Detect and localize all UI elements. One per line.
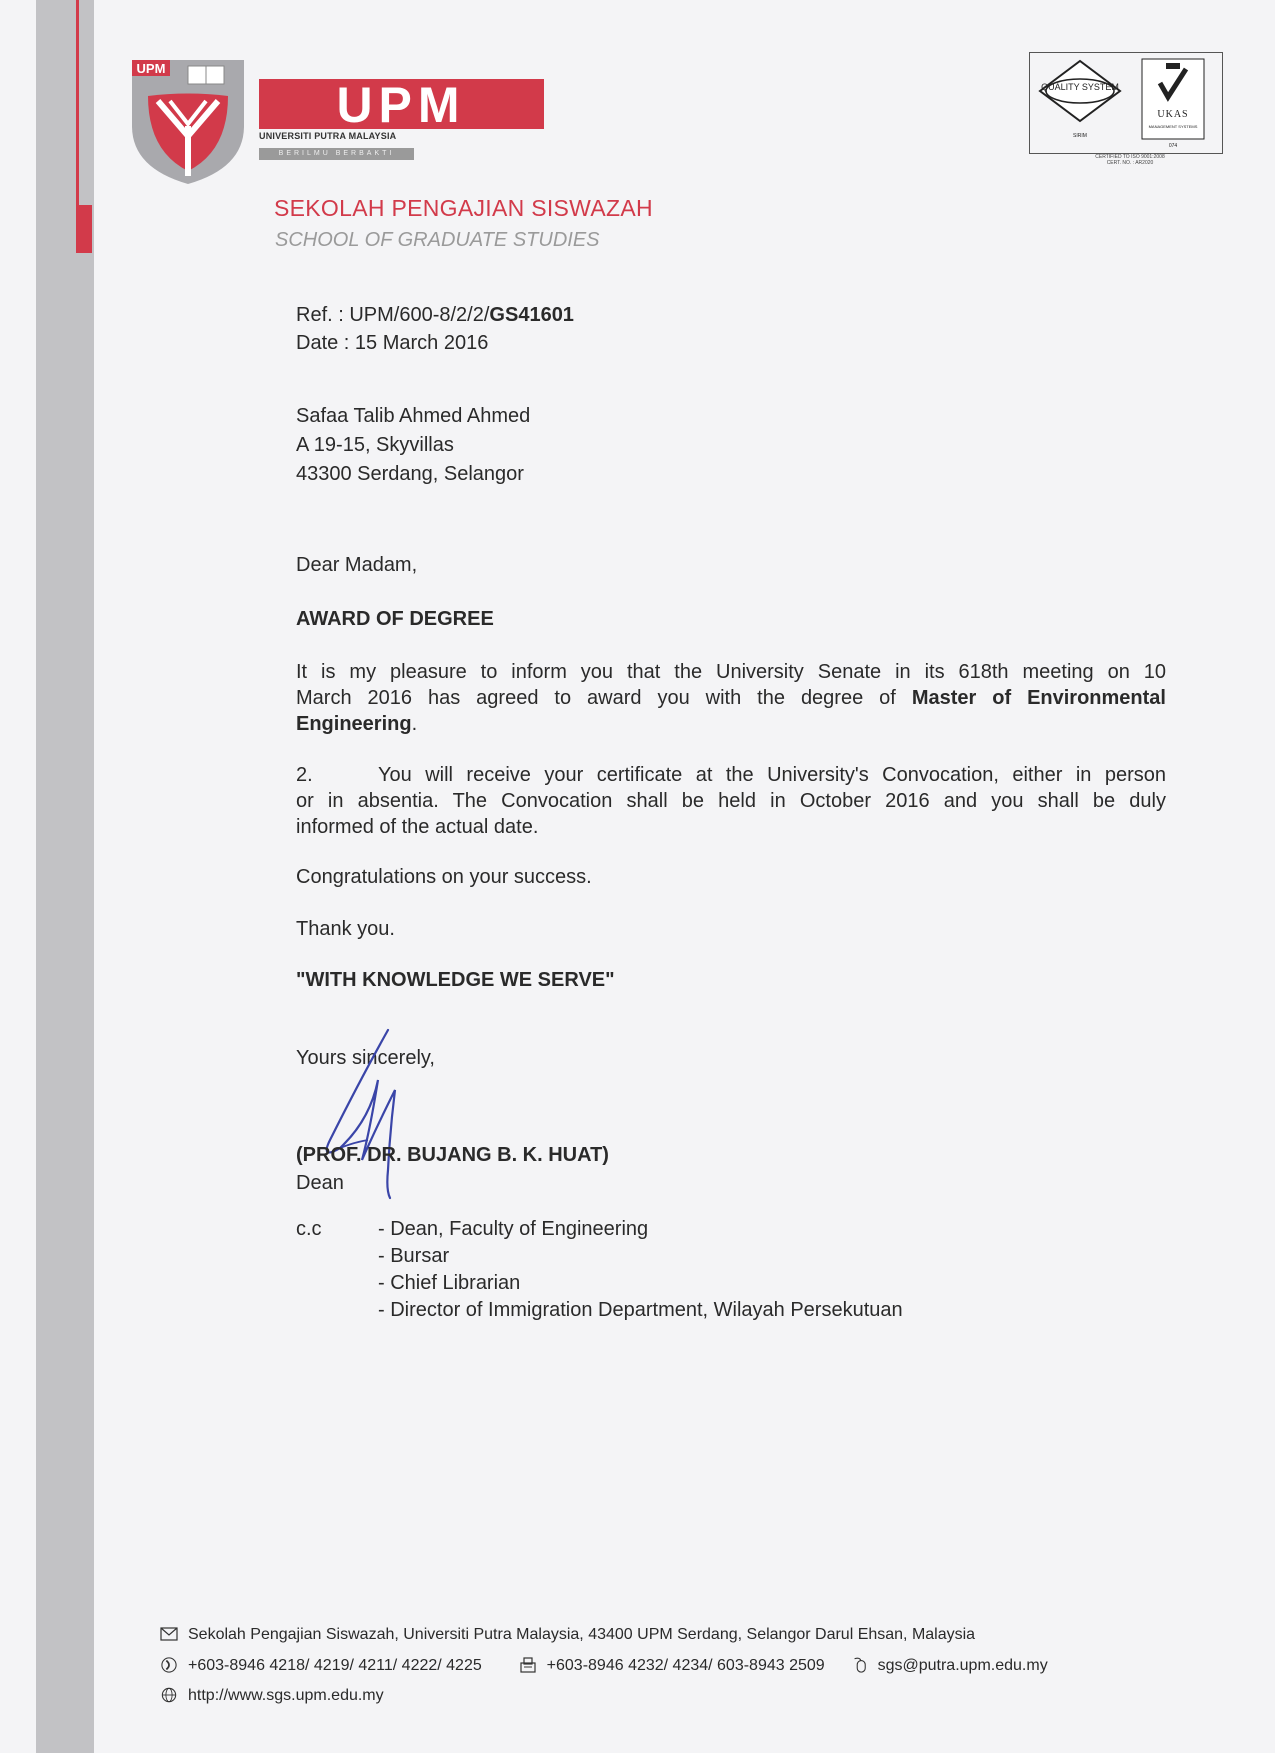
recipient-address-1: A 19-15, Skyvillas bbox=[296, 434, 454, 456]
footer-website-row bbox=[160, 1687, 384, 1705]
letter-date: Date : 15 March 2016 bbox=[296, 332, 489, 354]
certification-box bbox=[1029, 52, 1223, 154]
letter-subject: AWARD OF DEGREE bbox=[296, 608, 494, 630]
cert-number: 074 bbox=[1168, 143, 1178, 149]
mouse-icon bbox=[850, 1657, 868, 1673]
cc-label: c.c bbox=[296, 1218, 322, 1240]
footer-address: Sekolah Pengajian Siswazah, Universiti Putra Malaysia, 43400 UPM Serdang, Selangor Darul Ehsan, Malaysia bbox=[188, 1626, 976, 1643]
cc-item: - Director of Immigration Department, Wilayah Persekutuan bbox=[378, 1299, 903, 1321]
footer-email[interactable]: sgs@putra.upm.edu.my bbox=[877, 1657, 1048, 1674]
upm-logo bbox=[128, 56, 466, 186]
paragraph-2: 2. You will receive your certificate at the University's Convocation, either in person or in absentia. The Convocation shall be held in October 2016 and you shall be duly informed of the actual date. bbox=[296, 764, 1166, 838]
svg-text:QUALITY SYSTEM: QUALITY SYSTEM bbox=[1041, 82, 1119, 92]
logo-motto: BERILMU BERBAKTI bbox=[259, 148, 414, 160]
cert-caption: CERTIFIED TO ISO 9001:2008 CERT. NO. : AR2020 bbox=[1095, 154, 1165, 166]
reference-line: Ref. : UPM/600-8/2/2/GS41601 bbox=[296, 304, 574, 326]
signatory-name: (PROF. DR. BUJANG B. K. HUAT) bbox=[296, 1144, 609, 1166]
globe-icon bbox=[160, 1687, 178, 1703]
envelope-icon bbox=[160, 1626, 178, 1642]
paragraph-1: It is my pleasure to inform you that the University Senate in its 618th meeting on 10 March 2016 has agreed to award you with the degree of Master of Environmental Engineering. bbox=[296, 661, 1166, 735]
salutation: Dear Madam, bbox=[296, 554, 418, 576]
footer-website[interactable]: http://www.sgs.upm.edu.my bbox=[188, 1687, 384, 1704]
motto-line: "WITH KNOWLEDGE WE SERVE" bbox=[296, 969, 615, 991]
school-name-malay: SEKOLAH PENGAJIAN SISWAZAH bbox=[274, 195, 653, 221]
footer-address-row bbox=[160, 1626, 975, 1644]
congratulations-line: Congratulations on your success. bbox=[296, 866, 592, 888]
footer-fax: +603-8946 4232/ 4234/ 603-8943 2509 bbox=[546, 1657, 825, 1674]
cert-ukas: UKAS bbox=[1157, 109, 1189, 120]
cc-item: - Dean, Faculty of Engineering bbox=[378, 1218, 649, 1240]
school-name-english: SCHOOL OF GRADUATE STUDIES bbox=[275, 229, 600, 251]
cc-item: - Bursar bbox=[378, 1245, 450, 1267]
cert-sirim: SIRIM bbox=[1073, 133, 1087, 139]
cc-item: - Chief Librarian bbox=[378, 1272, 521, 1294]
cc-list bbox=[378, 1216, 903, 1324]
logo-wordmark-text: UPM bbox=[336, 79, 466, 129]
closing-line: Yours sincerely, bbox=[296, 1047, 435, 1069]
quality-system-icon bbox=[1030, 53, 1222, 153]
recipient-name: Safaa Talib Ahmed Ahmed bbox=[296, 405, 531, 427]
cert-ukas-sub: MANAGEMENT SYSTEMS bbox=[1148, 124, 1198, 129]
recipient-address-2: 43300 Serdang, Selangor bbox=[296, 463, 524, 485]
upm-emblem-icon bbox=[128, 56, 248, 186]
logo-subtitle: UNIVERSITI PUTRA MALAYSIA bbox=[259, 131, 397, 141]
thank-you-line: Thank you. bbox=[296, 918, 395, 940]
footer-contact-row bbox=[160, 1657, 1048, 1675]
logo-badge-text: UPM bbox=[136, 61, 166, 76]
footer-phone: +603-8946 4218/ 4219/ 4211/ 4222/ 4225 bbox=[188, 1657, 482, 1674]
left-red-block bbox=[76, 205, 92, 253]
phone-icon bbox=[160, 1657, 178, 1673]
upm-wordmark bbox=[259, 79, 544, 129]
left-margin-band bbox=[36, 0, 94, 1753]
fax-icon bbox=[519, 1657, 537, 1673]
signatory-title: Dean bbox=[296, 1172, 344, 1194]
